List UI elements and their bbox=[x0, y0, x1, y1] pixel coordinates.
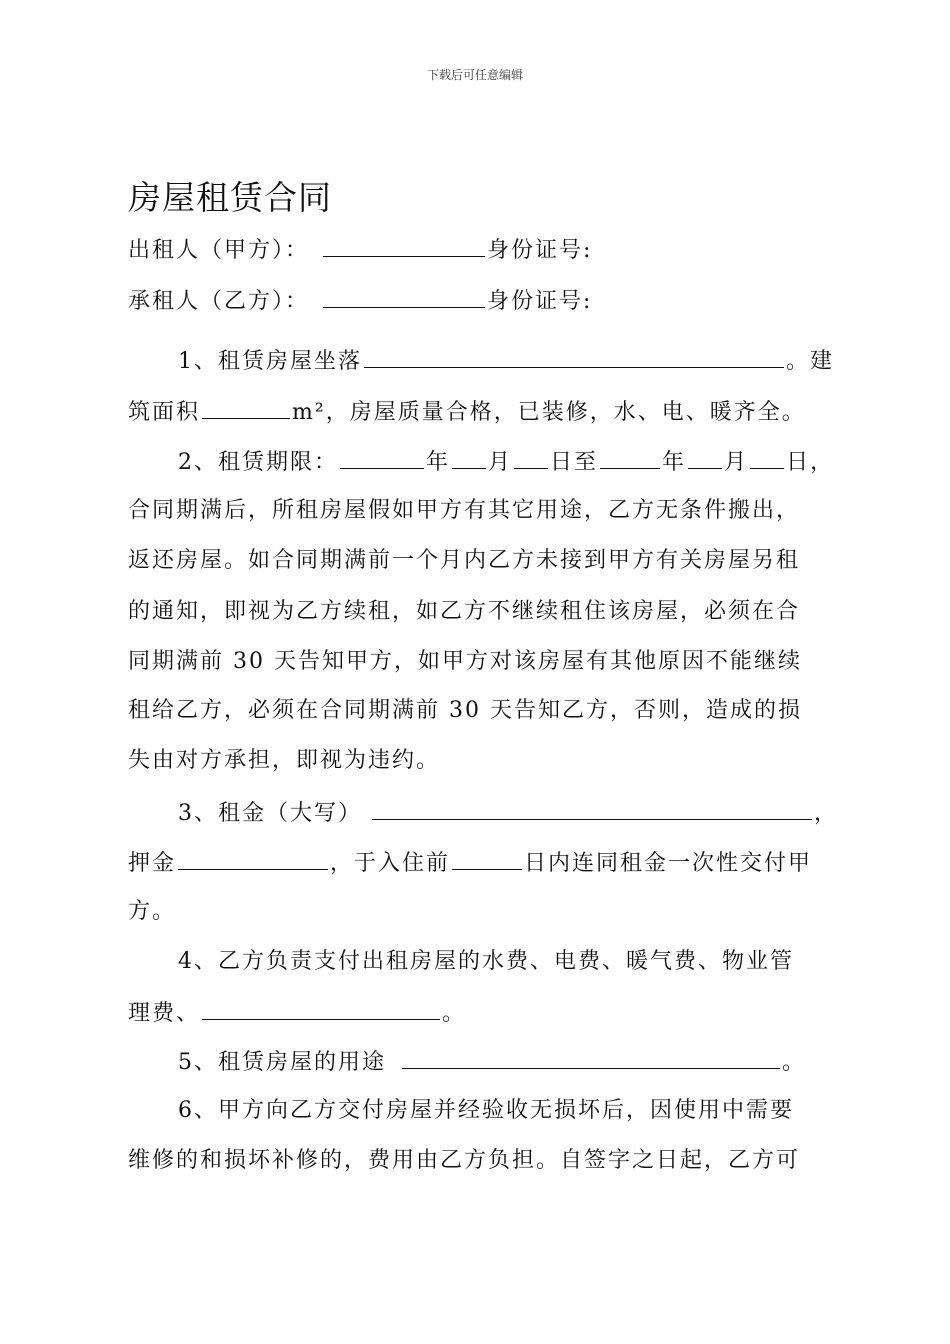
day-label: 日， bbox=[786, 450, 835, 475]
lessee-id-label: 身份证号: bbox=[487, 289, 593, 314]
month-label: 月 bbox=[488, 450, 513, 475]
period: 。 bbox=[442, 1001, 467, 1026]
clause3-line3: 方。 bbox=[128, 899, 177, 924]
clause2-line3: 返还房屋。如合同期满前一个月内乙方未接到甲方有关房屋另租 bbox=[128, 548, 801, 573]
clause2-line2: 合同期满后，所租房屋假如甲方有其它用途，乙方无条件搬出， bbox=[128, 498, 801, 523]
location-blank[interactable] bbox=[364, 345, 784, 368]
rent-amount-blank[interactable] bbox=[372, 797, 812, 820]
start-day-blank[interactable] bbox=[514, 446, 548, 469]
page-header: 下载后可任意编辑 bbox=[426, 68, 523, 82]
area-blank[interactable] bbox=[202, 396, 290, 419]
deposit-label: 押金 bbox=[128, 851, 177, 876]
clause1-line2 bbox=[128, 396, 850, 428]
clause6-line1: 6、甲方向乙方交付房屋并经验收无损坏后，因使用中需要 bbox=[178, 1098, 794, 1123]
clause1-text: 1、租赁房屋坐落 bbox=[178, 349, 362, 374]
lessor-label: 出租人（甲方）： bbox=[128, 238, 310, 263]
rent-label: 3、租金（大写） bbox=[178, 801, 362, 826]
clause1-line1 bbox=[178, 345, 850, 377]
lessee-name-blank[interactable] bbox=[323, 285, 485, 308]
start-year-blank[interactable] bbox=[340, 446, 424, 469]
lessee-line bbox=[128, 285, 850, 317]
lessor-line bbox=[128, 234, 850, 266]
usage-blank[interactable] bbox=[402, 1046, 780, 1069]
end-month-blank[interactable] bbox=[688, 446, 722, 469]
end-day-blank[interactable] bbox=[750, 446, 784, 469]
clause4-line1: 4、乙方负责支付出租房屋的水费、电费、暖气费、物业管 bbox=[178, 949, 794, 974]
month-label: 月 bbox=[724, 450, 749, 475]
payment-text: 日内连同租金一次性交付甲 bbox=[524, 851, 813, 876]
clause2-line6: 租给乙方，必须在合同期满前 30 天告知乙方，否则，造成的损 bbox=[128, 698, 802, 723]
clause3-line1 bbox=[178, 797, 850, 829]
clause3-line2 bbox=[128, 847, 850, 879]
management-fee-label: 理费、 bbox=[128, 1001, 201, 1026]
other-fees-blank[interactable] bbox=[202, 997, 440, 1020]
start-month-blank[interactable] bbox=[452, 446, 486, 469]
comma: ， bbox=[814, 801, 839, 826]
lessee-label: 承租人（乙方）： bbox=[128, 289, 310, 314]
term-label: 2、租赁期限： bbox=[178, 450, 338, 475]
clause4-line2 bbox=[128, 997, 850, 1029]
day-to-label: 日至 bbox=[550, 450, 599, 475]
year-label: 年 bbox=[662, 450, 687, 475]
clause2-line4: 的通知，即视为乙方续租，如乙方不继续租住该房屋，必须在合 bbox=[128, 599, 801, 624]
days-blank[interactable] bbox=[452, 847, 522, 870]
area-text: m²，房屋质量合格，已装修，水、电、暖齐全。 bbox=[292, 400, 806, 425]
clause1-text-end: 。建 bbox=[786, 349, 835, 374]
clause2-line1 bbox=[178, 446, 850, 478]
year-label: 年 bbox=[426, 450, 451, 475]
period: 。 bbox=[782, 1050, 807, 1075]
lessor-id-label: 身份证号: bbox=[487, 238, 593, 263]
before-checkin-label: ，于入住前 bbox=[330, 851, 451, 876]
clause5-line bbox=[178, 1046, 850, 1078]
lessor-name-blank[interactable] bbox=[323, 234, 485, 257]
clause2-line7: 失由对方承担，即视为违约。 bbox=[128, 748, 441, 773]
clause6-line2: 维修的和损坏补修的，费用由乙方负担。自签字之日起，乙方可 bbox=[128, 1148, 801, 1173]
document-title: 房屋租赁合同 bbox=[128, 178, 332, 217]
clause2-line5: 同期满前 30 天告知甲方，如甲方对该房屋有其他原因不能继续 bbox=[128, 649, 802, 674]
end-year-blank[interactable] bbox=[600, 446, 660, 469]
area-label: 筑面积 bbox=[128, 400, 201, 425]
deposit-blank[interactable] bbox=[178, 847, 328, 870]
usage-label: 5、租赁房屋的用途 bbox=[178, 1050, 386, 1075]
